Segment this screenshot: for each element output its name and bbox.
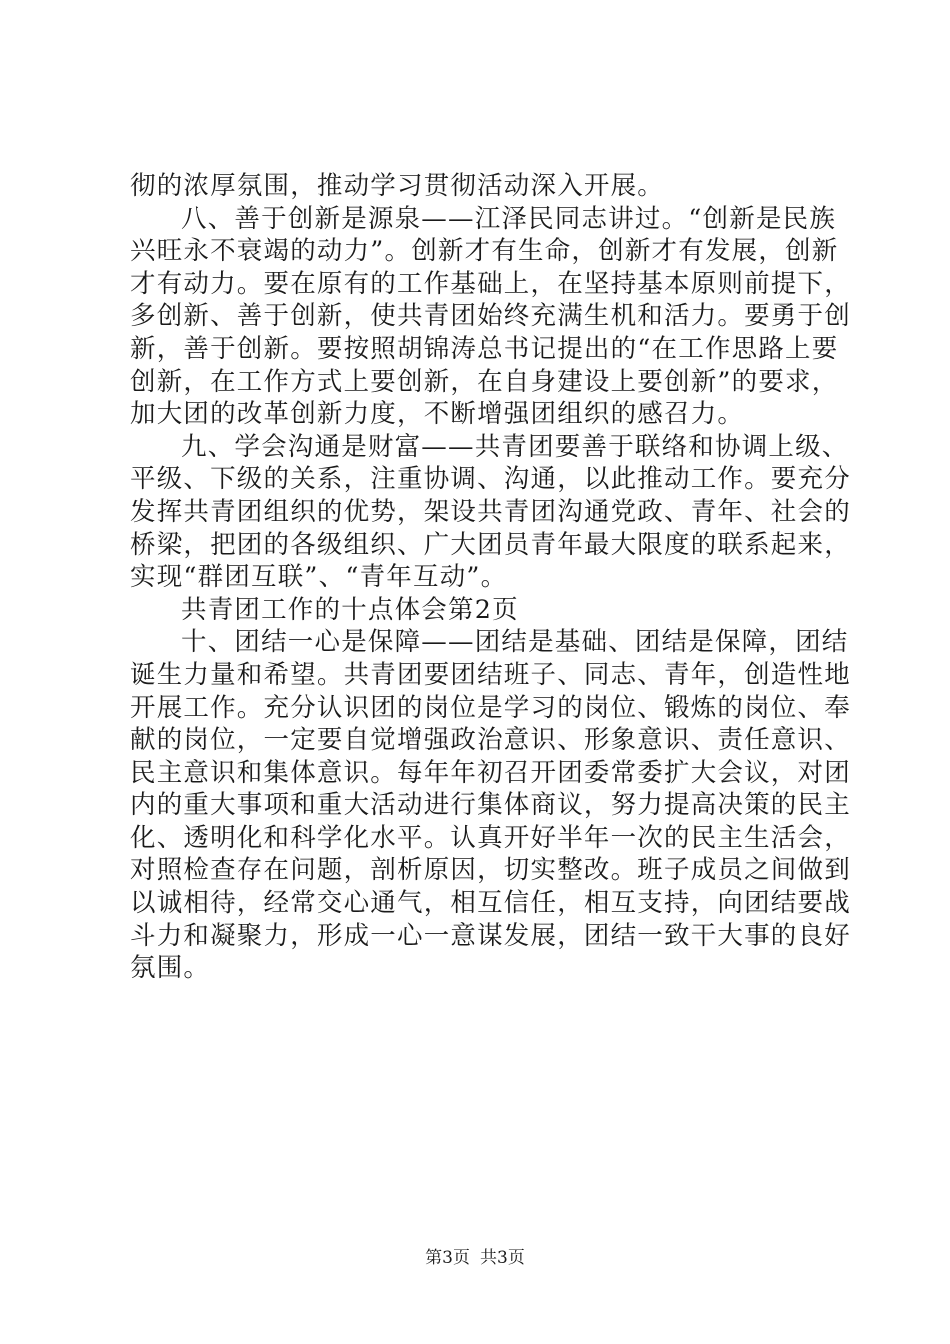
document-body	[130, 170, 851, 985]
body-line: 桥梁，把团的各级组织、广大团员青年最大限度的联系起来，	[130, 529, 851, 560]
page-marker-line: 共青团工作的十点体会第2页	[181, 594, 519, 625]
section-eight-heading-line: 八、善于创新是源泉——江泽民同志讲过。“创新是民族	[181, 203, 837, 234]
body-line: 多创新、善于创新，使共青团始终充满生机和活力。要勇于创	[130, 301, 851, 332]
body-line: 加大团的改革创新力度，不断增强团组织的感召力。	[130, 399, 745, 430]
body-line: 民主意识和集体意识。每年年初召开团委常委扩大会议，对团	[130, 757, 851, 788]
body-line: 氛围。	[130, 953, 211, 984]
body-line: 彻的浓厚氛围，推动学习贯彻活动深入开展。	[130, 171, 665, 201]
body-line: 献的岗位，一定要自觉增强政治意识、形象意识、责任意识、	[130, 725, 851, 756]
body-line: 化、透明化和科学化水平。认真开好半年一次的民主生活会，	[130, 822, 851, 853]
body-line: 新，善于创新。要按照胡锦涛总书记提出的“在工作思路上要	[130, 333, 839, 364]
body-line: 平级、下级的关系，注重协调、沟通，以此推动工作。要充分	[130, 464, 851, 495]
body-line: 才有动力。要在原有的工作基础上，在坚持基本原则前提下，	[130, 268, 851, 299]
body-line: 开展工作。充分认识团的岗位是学习的岗位、锻炼的岗位、奉	[130, 692, 851, 723]
page-footer	[0, 1243, 950, 1268]
body-line: 以诚相待，经常交心通气，相互信任，相互支持，向团结要战	[130, 888, 851, 919]
body-line: 实现“群团互联”、“青年互动”。	[130, 562, 508, 593]
body-line: 对照检查存在问题，剖析原因，切实整改。班子成员之间做到	[130, 855, 851, 886]
page-number: 第3页	[425, 1248, 470, 1268]
section-ten-heading-line: 十、团结一心是保障——团结是基础、团结是保障，团结	[181, 627, 849, 658]
body-line: 发挥共青团组织的优势，架设共青团沟通党政、青年、社会的	[130, 496, 851, 527]
section-nine-heading-line: 九、学会沟通是财富——共青团要善于联络和协调上级、	[181, 431, 849, 462]
body-line: 内的重大事项和重大活动进行集体商议，努力提高决策的民主	[130, 790, 851, 821]
body-line: 创新，在工作方式上要创新，在自身建设上要创新”的要求，	[130, 366, 839, 397]
page-total: 共3页	[480, 1248, 525, 1268]
body-line: 兴旺永不衰竭的动力”。创新才有生命，创新才有发展，创新	[130, 236, 839, 267]
body-line: 诞生力量和希望。共青团要团结班子、同志、青年，创造性地	[130, 659, 851, 690]
body-line: 斗力和凝聚力，形成一心一意谋发展，团结一致干大事的良好	[130, 920, 851, 951]
